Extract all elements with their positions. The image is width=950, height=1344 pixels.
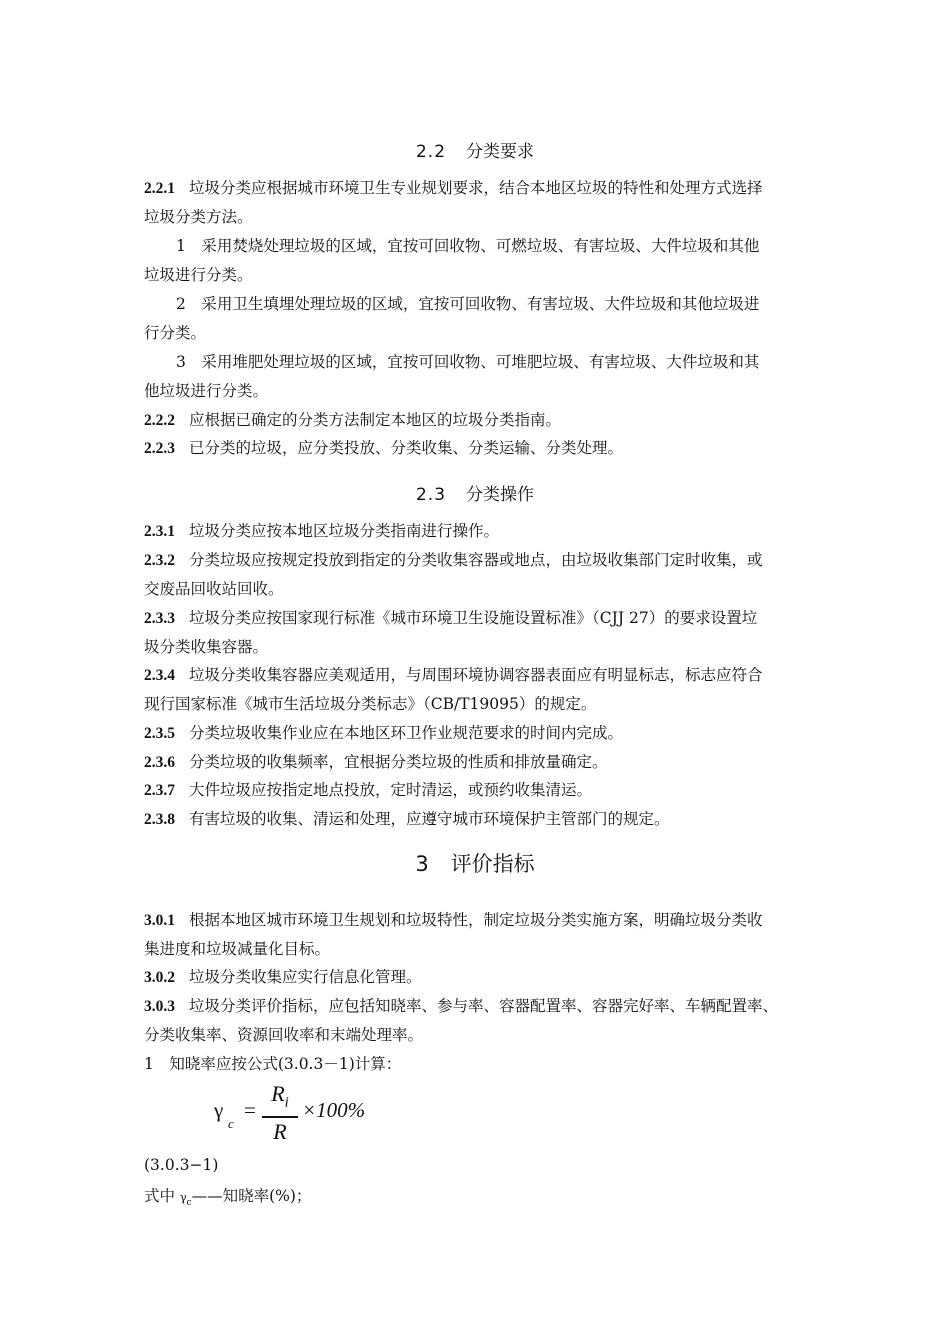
chapter-number: 3 xyxy=(415,852,429,876)
where-gamma-subscript: c xyxy=(186,1198,192,1208)
formula-where xyxy=(144,1186,809,1213)
clause-number: 2.3.8 xyxy=(144,811,175,828)
clause-number: 2.3.6 xyxy=(144,754,175,771)
clause-number: 2.2.3 xyxy=(144,440,175,457)
list-item-1-cont: 垃圾进行分类。 xyxy=(144,266,253,284)
clause-text: 应根据已确定的分类方法制定本地区的垃圾分类指南。 xyxy=(189,411,562,429)
clause-text: 垃圾分类应根据城市环境卫生专业规划要求，结合本地区垃圾的特性和处理方式选择 xyxy=(189,179,763,197)
formula-gamma: γ xyxy=(214,1098,224,1122)
formula-gamma-subscript: c xyxy=(228,1116,234,1131)
formula-multiplier: ×100% xyxy=(302,1098,366,1122)
where-gamma: γ xyxy=(179,1191,187,1204)
clause-3-0-1-cont: 集进度和垃圾减量化目标。 xyxy=(144,940,331,958)
clause-2-3-4-cont: 现行国家标准《城市生活垃圾分类标志》（CB/T19095）的规定。 xyxy=(144,695,597,713)
clause-number: 3.0.1 xyxy=(144,912,175,929)
clause-number: 2.3.5 xyxy=(144,725,175,742)
list-item-3: 3 采用堆肥处理垃圾的区域，宜按可回收物、可堆肥垃圾、有害垃圾、大件垃圾和其 xyxy=(176,353,760,371)
clause-2-3-3-cont: 圾分类收集容器。 xyxy=(144,638,269,656)
clause-text: 大件垃圾应按指定地点投放，定时清运，或预约收集清运。 xyxy=(189,781,593,799)
clause-number: 3.0.3 xyxy=(144,998,175,1015)
list-item-2-cont: 行分类。 xyxy=(144,324,207,342)
clause-number: 2.3.7 xyxy=(144,782,175,799)
clause-2-3-4 xyxy=(144,665,809,686)
list-item-2: 2 采用卫生填埋处理垃圾的区域，宜按可回收物、有害垃圾、大件垃圾和其他垃圾进 xyxy=(176,295,760,313)
formula-equals: = xyxy=(244,1098,256,1122)
formula-numerator xyxy=(262,1082,298,1114)
formula-fraction xyxy=(262,1082,298,1144)
section-number: 2.2 xyxy=(415,142,447,162)
clause-2-3-7 xyxy=(144,780,809,801)
clause-number: 2.3.2 xyxy=(144,552,175,569)
section-heading-2-3 xyxy=(0,484,950,506)
clause-text: 垃圾分类应按本地区垃圾分类指南进行操作。 xyxy=(189,522,500,540)
clause-3-0-1 xyxy=(144,910,809,931)
chapter-title: 评价指标 xyxy=(450,852,535,876)
chapter-heading-3 xyxy=(0,851,950,877)
clause-number: 2.3.1 xyxy=(144,523,175,540)
list-item-formula-intro: 1 知晓率应按公式(3.0.3－1)计算： xyxy=(144,1055,402,1073)
list-item-1: 1 采用焚烧处理垃圾的区域，宜按可回收物、可燃垃圾、有害垃圾、大件垃圾和其他 xyxy=(176,237,760,255)
clause-2-3-2 xyxy=(144,550,809,571)
formula-numerator-symbol: R xyxy=(271,1081,285,1106)
clause-text: 垃圾分类应按国家现行标准《城市环境卫生设施设置标准》（CJJ 27）的要求设置垃 xyxy=(189,609,758,627)
clause-text: 分类垃圾应按规定投放到指定的分类收集容器或地点，由垃圾收集部门定时收集，或 xyxy=(189,551,763,569)
formula-label: (3.0.3−1) xyxy=(144,1156,219,1174)
clause-2-2-1 xyxy=(144,178,809,199)
clause-3-0-2 xyxy=(144,967,809,988)
clause-number: 2.2.1 xyxy=(144,180,175,197)
formula-fraction-bar xyxy=(262,1116,298,1118)
clause-2-2-3 xyxy=(144,438,809,459)
clause-text: 根据本地区城市环境卫生规划和垃圾特性，制定垃圾分类实施方案，明确垃圾分类收 xyxy=(189,911,763,929)
clause-2-3-5 xyxy=(144,723,809,744)
clause-3-0-3-cont: 分类收集率、资源回收率和末端处理率。 xyxy=(144,1026,424,1044)
clause-number: 3.0.2 xyxy=(144,969,175,986)
clause-2-3-8 xyxy=(144,809,809,830)
clause-text: 垃圾分类收集应实行信息化管理。 xyxy=(189,968,422,986)
where-definition: ——知晓率(%)； xyxy=(191,1187,312,1205)
section-title: 分类要求 xyxy=(466,142,535,162)
section-number: 2.3 xyxy=(415,485,447,505)
clause-text: 垃圾分类收集容器应美观适用，与周围环境协调容器表面应有明显标志，标志应符合 xyxy=(189,666,763,684)
formula-numerator-subscript: i xyxy=(284,1094,289,1111)
where-prefix: 式中 xyxy=(144,1187,180,1205)
section-title: 分类操作 xyxy=(466,485,535,505)
formula-denominator: R xyxy=(273,1118,287,1144)
clause-text: 有害垃圾的收集、清运和处理，应遵守城市环境保护主管部门的规定。 xyxy=(189,810,670,828)
section-heading-2-2 xyxy=(0,141,950,163)
clause-3-0-3 xyxy=(144,996,809,1017)
clause-text: 已分类的垃圾，应分类投放、分类收集、分类运输、分类处理。 xyxy=(189,439,624,457)
clause-2-3-2-cont: 交废品回收站回收。 xyxy=(144,580,284,598)
clause-number: 2.2.2 xyxy=(144,412,175,429)
clause-text: 垃圾分类评价指标，应包括知晓率、参与率、容器配置率、容器完好率、车辆配置率、 xyxy=(189,997,779,1015)
clause-2-3-1 xyxy=(144,521,809,542)
clause-number: 2.3.3 xyxy=(144,610,175,627)
clause-2-2-2 xyxy=(144,410,809,431)
clause-2-3-6 xyxy=(144,752,809,773)
clause-text: 分类垃圾的收集频率，宜根据分类垃圾的性质和排放量确定。 xyxy=(189,753,608,771)
list-item-3-cont: 他垃圾进行分类。 xyxy=(144,382,269,400)
clause-2-2-1-cont: 垃圾分类方法。 xyxy=(144,208,253,226)
clause-2-3-3 xyxy=(144,608,809,629)
clause-text: 分类垃圾收集作业应在本地区环卫作业规范要求的时间内完成。 xyxy=(189,724,624,742)
clause-number: 2.3.4 xyxy=(144,667,175,684)
